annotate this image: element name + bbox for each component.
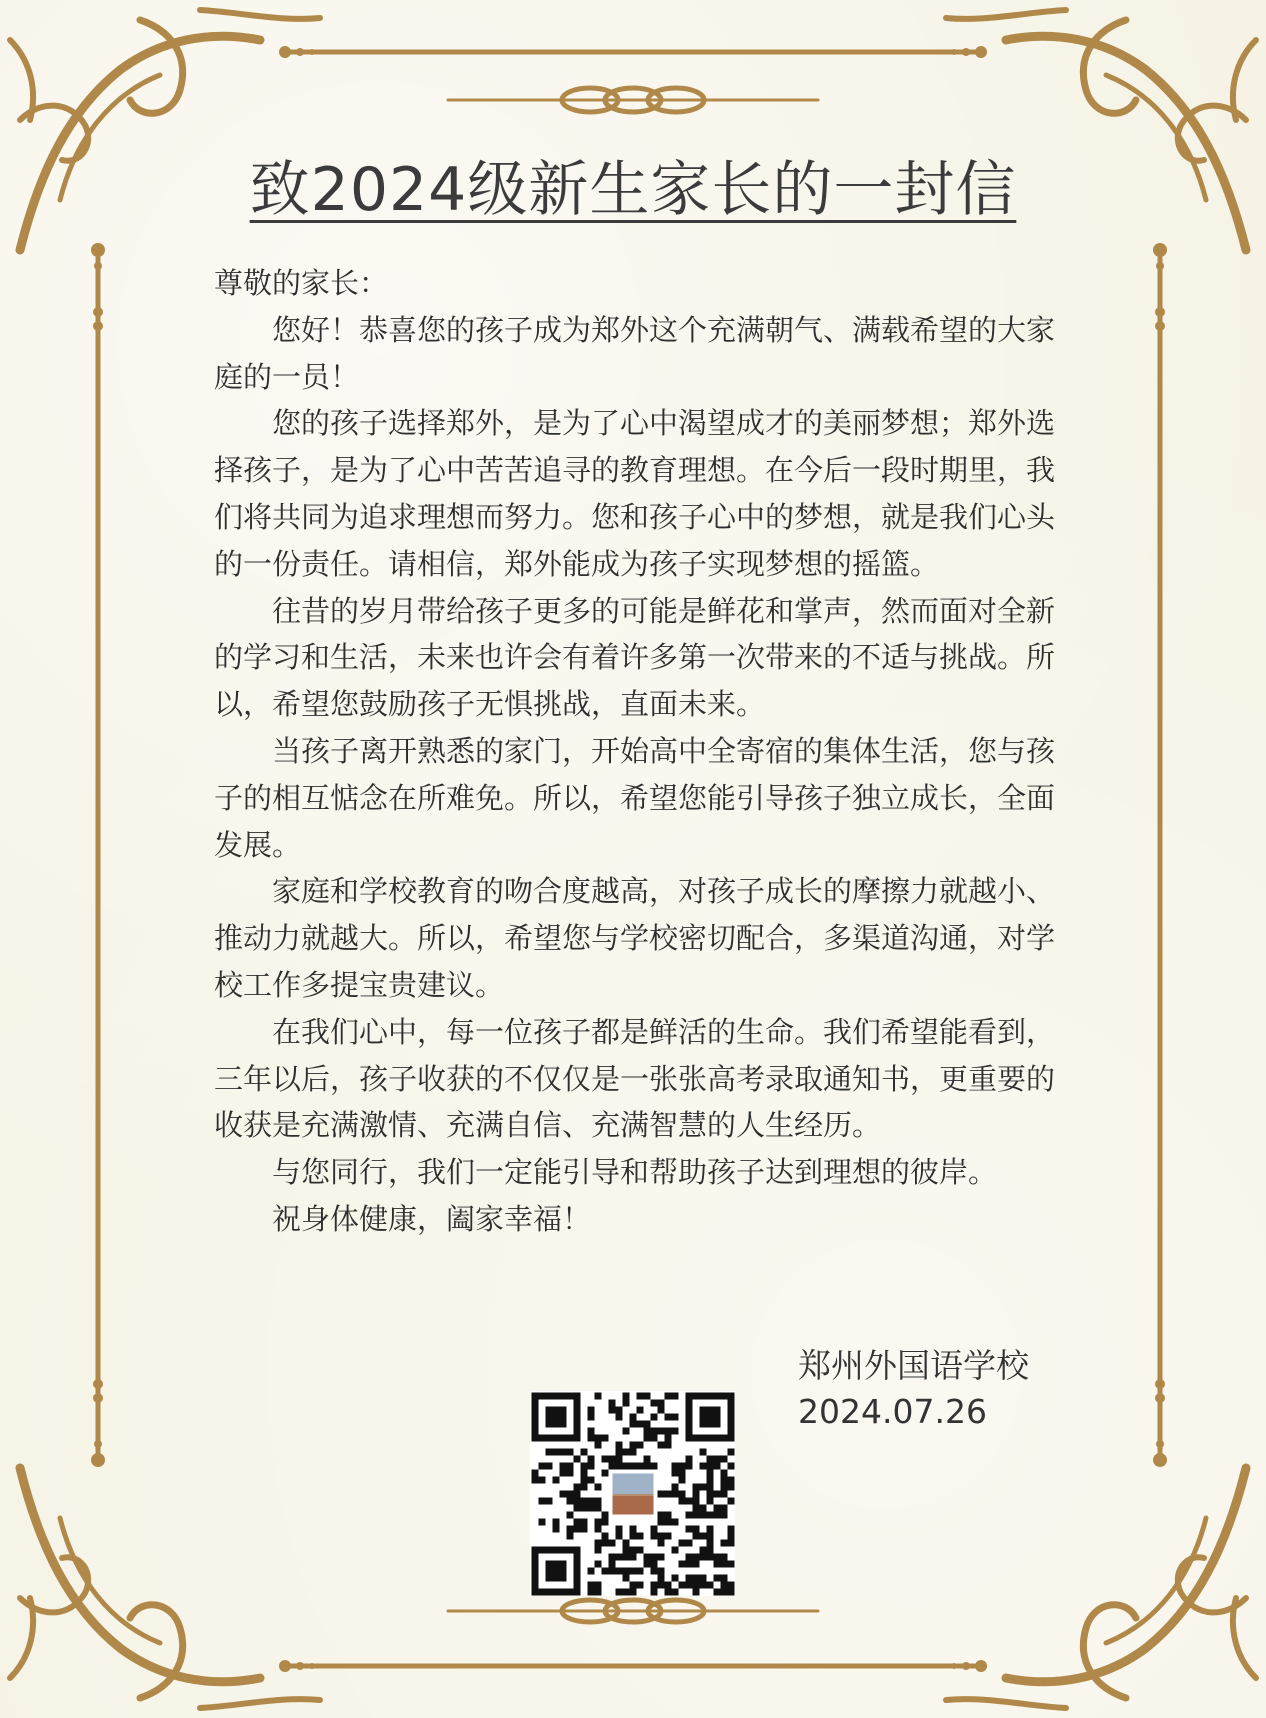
letter-paragraph-4: 当孩子离开熟悉的家门，开始高中全寄宿的集体生活，您与孩子的相互惦念在所难免。所以，希望您能引导孩子独立成长，全面发展。 xyxy=(214,733,1056,862)
letter-body xyxy=(214,260,1062,1243)
letter-paragraph-3: 往昔的岁月带给孩子更多的可能是鲜花和掌声，然而面对全新的学习和生活，未来也许会有着许多第一次带来的不适与挑战。所以，希望您鼓励孩子无惧挑战，直面未来。 xyxy=(214,593,1056,722)
letter-paragraph-1: 您好！恭喜您的孩子成为郑外这个充满朝气、满载希望的大家庭的一员！ xyxy=(214,312,1056,394)
letter-title-text: 致2024级新生家长的一封信 xyxy=(249,155,1017,225)
signature-date: 2024.07.26 xyxy=(798,1392,987,1431)
letter-paragraph-2: 您的孩子选择郑外，是为了心中渴望成才的美丽梦想；郑外选择孩子，是为了心中苦苦追寻的教育理想。在今后一段时期里，我们将共同为追求理想而努力。您和孩子心中的梦想，就是我们心头的一份责任。请相信，郑外能成为孩子实现梦想的摇篮。 xyxy=(214,406,1056,581)
letter-paragraph-5: 家庭和学校教育的吻合度越高，对孩子成长的摩擦力就越小、推动力就越大。所以，希望您与学校密切配合，多渠道沟通，对学校工作多提宝贵建议。 xyxy=(214,874,1056,1002)
letter-paragraph-7: 与您同行，我们一定能引导和帮助孩子达到理想的彼岸。 xyxy=(272,1155,998,1190)
letter-title xyxy=(0,150,1266,230)
qr-code-graphic xyxy=(530,1391,735,1596)
qr-code-icon[interactable] xyxy=(530,1391,735,1596)
letter-paragraph-6: 在我们心中，每一位孩子都是鲜活的生命。我们希望能看到，三年以后，孩子收获的不仅仅是一张张高考录取通知书，更重要的收获是充满激情、充满自信、充满智慧的人生经历。 xyxy=(214,1014,1056,1143)
letter-salutation: 尊敬的家长： xyxy=(214,266,389,300)
letter-closing: 祝身体健康，阖家幸福！ xyxy=(272,1201,592,1236)
letter-signature xyxy=(798,1343,1098,1435)
signature-school: 郑州外国语学校 xyxy=(798,1346,1029,1385)
